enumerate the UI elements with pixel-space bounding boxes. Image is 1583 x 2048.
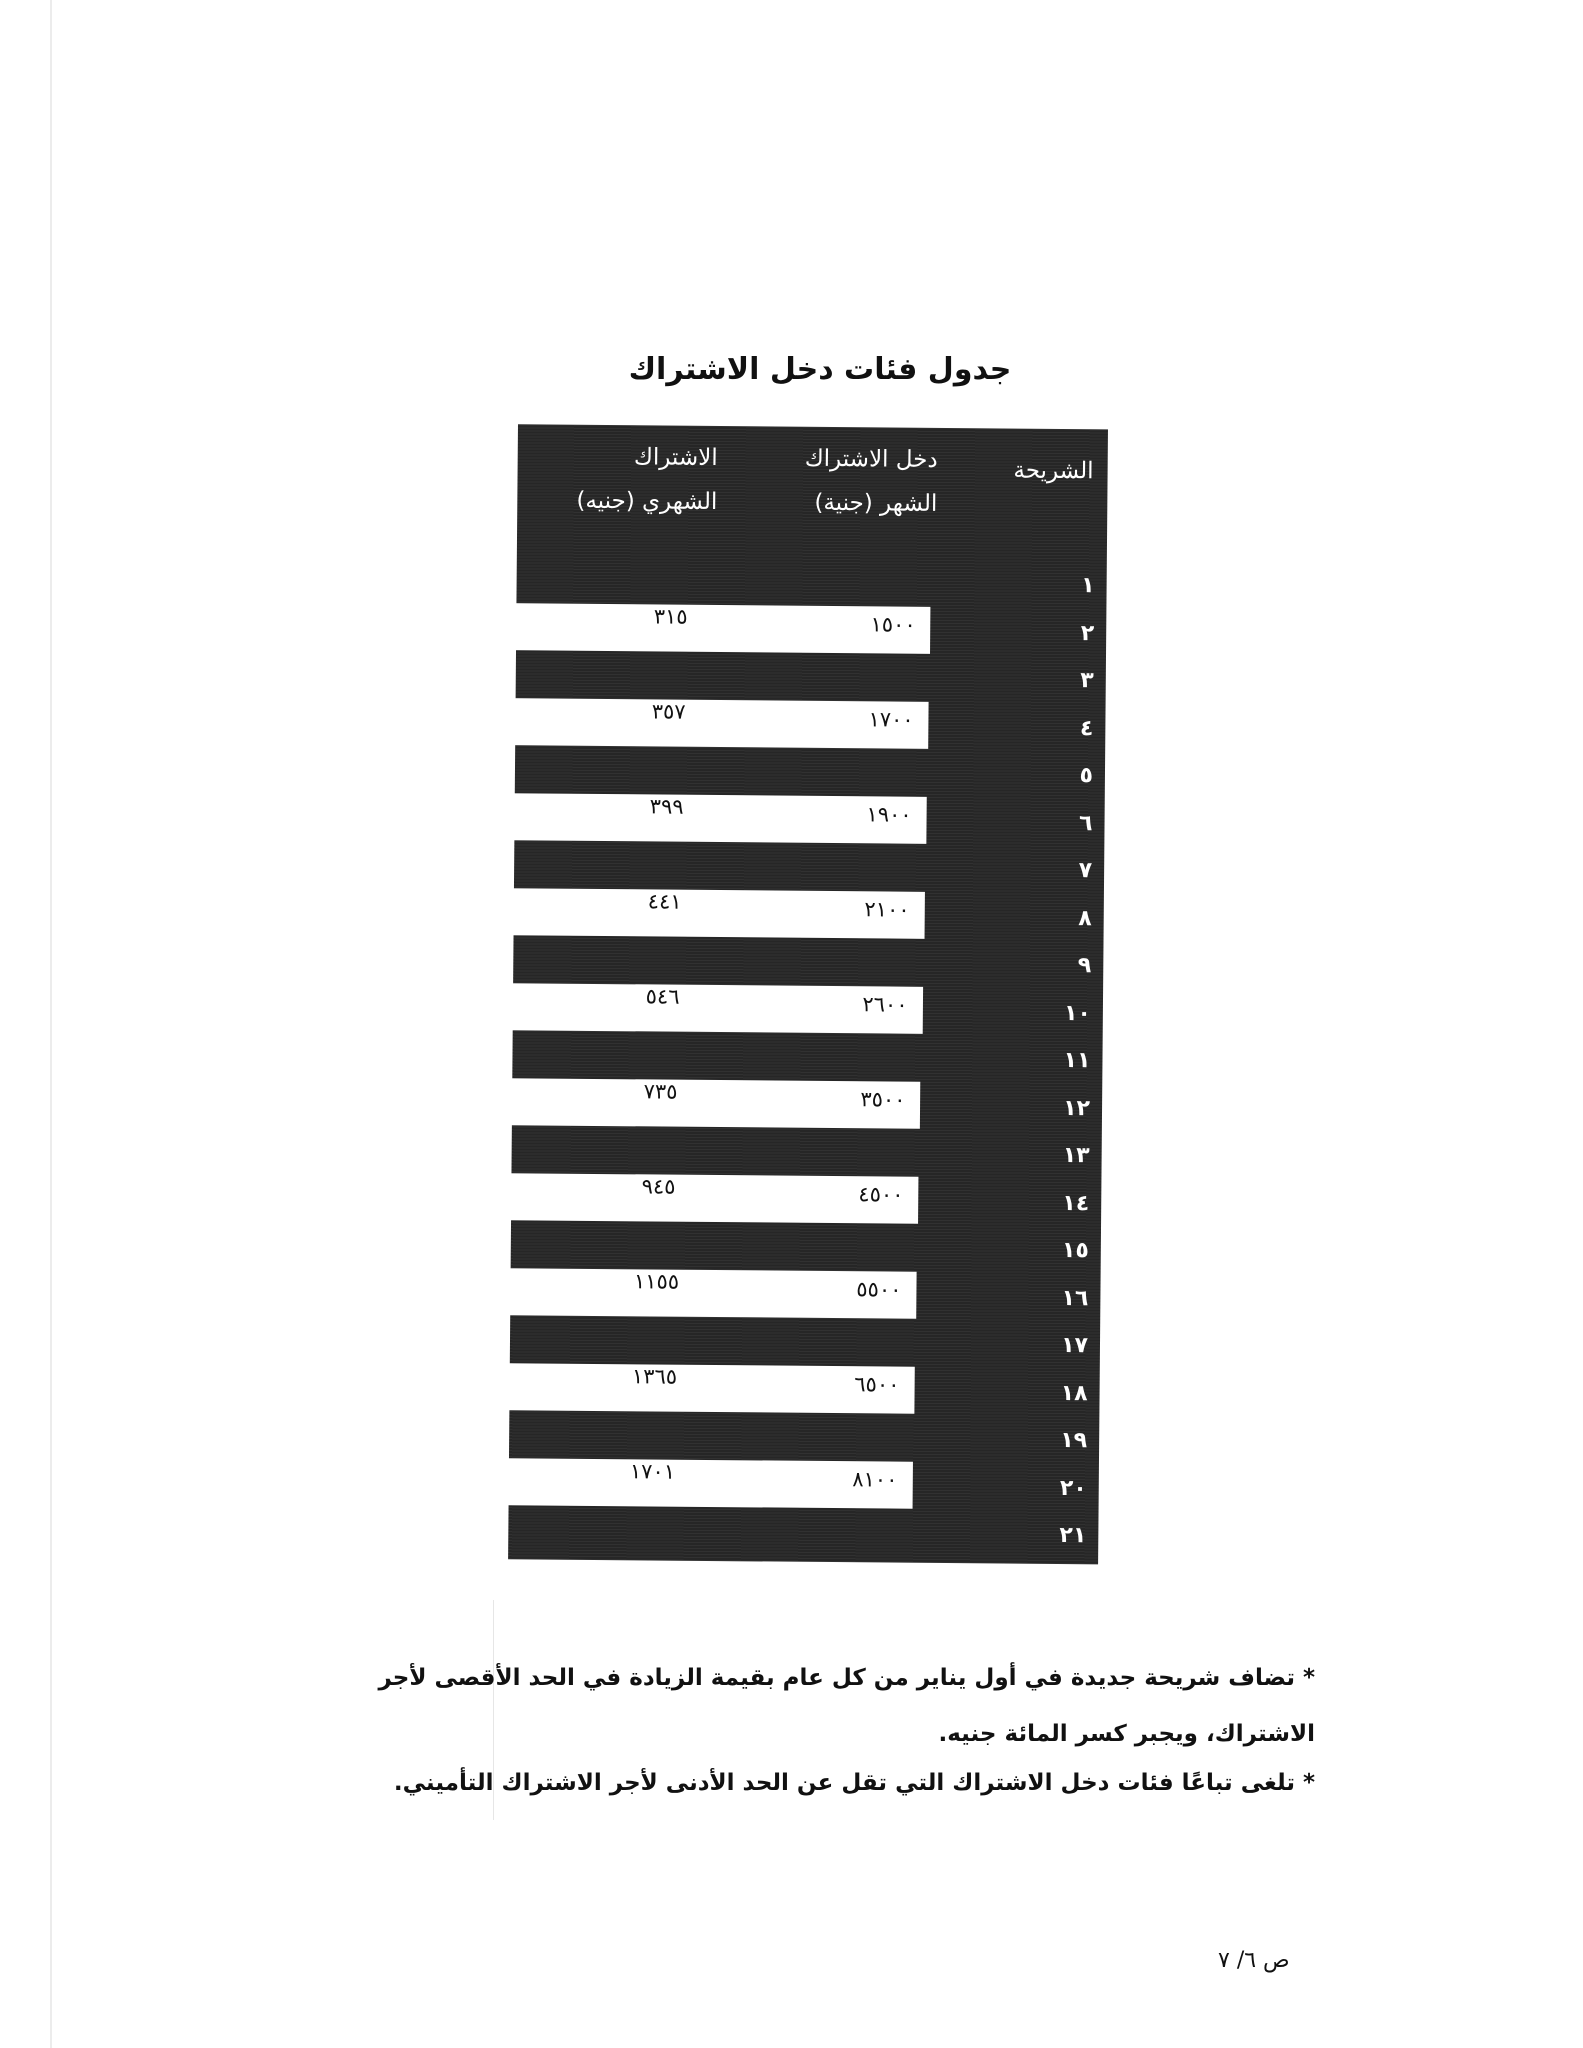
row-highlight bbox=[467, 982, 922, 1033]
table-row bbox=[484, 793, 1104, 843]
band-number: ٢٠ bbox=[1059, 1475, 1087, 1501]
scan-edge-line bbox=[50, 0, 52, 2048]
income-value: ٣٥٠٠ bbox=[860, 1086, 906, 1112]
income-value: ٨١٠٠ bbox=[852, 1466, 898, 1492]
header-subscription-line1: الاشتراك bbox=[633, 444, 718, 472]
table-row bbox=[484, 888, 1104, 938]
table-row bbox=[485, 751, 1105, 796]
band-number: ١٤ bbox=[1062, 1190, 1090, 1216]
subscription-value: ٤٤١ bbox=[647, 888, 682, 914]
table-row bbox=[479, 1363, 1099, 1413]
page-number: ص ٦/ ٧ bbox=[1218, 1948, 1290, 1973]
row-highlight bbox=[459, 1362, 914, 1413]
income-value: ١٩٠٠ bbox=[866, 801, 912, 827]
income-value: ٦٥٠٠ bbox=[854, 1371, 900, 1397]
band-number: ٣ bbox=[1080, 668, 1094, 694]
header-income-line1: دخل الاشتراك bbox=[804, 445, 938, 473]
income-value: ٤٥٠٠ bbox=[858, 1181, 904, 1207]
subscription-value: ١١٥٥ bbox=[633, 1268, 680, 1294]
header-income bbox=[737, 436, 938, 526]
band-number: ٧ bbox=[1078, 858, 1093, 884]
table-row bbox=[483, 983, 1103, 1033]
band-number: ٤ bbox=[1079, 715, 1094, 741]
table-row bbox=[486, 656, 1106, 701]
subscription-value: ١٧٠١ bbox=[629, 1458, 676, 1484]
table-row bbox=[486, 603, 1106, 653]
income-value: ٢١٠٠ bbox=[864, 896, 910, 922]
subscription-value: ٥٤٦ bbox=[645, 983, 680, 1009]
band-number: ٢١ bbox=[1059, 1523, 1087, 1549]
row-highlight bbox=[471, 792, 926, 843]
subscription-value: ٣١٥ bbox=[653, 603, 688, 629]
row-highlight bbox=[473, 697, 928, 748]
band-number: ١١ bbox=[1063, 1048, 1091, 1074]
band-number: ١٠ bbox=[1063, 1000, 1091, 1026]
band-number: ٨ bbox=[1078, 905, 1092, 931]
income-value: ٢٦٠٠ bbox=[862, 991, 908, 1017]
table-row bbox=[485, 698, 1105, 748]
table-row bbox=[484, 846, 1104, 891]
subscription-value: ٧٣٥ bbox=[643, 1078, 678, 1104]
subscription-income-table bbox=[478, 424, 1108, 1564]
subscription-value: ١٣٦٥ bbox=[631, 1363, 678, 1389]
band-number: ٩ bbox=[1077, 953, 1092, 979]
page-title: جدول فئات دخل الاشتراك bbox=[628, 352, 1012, 387]
row-highlight bbox=[463, 1172, 918, 1223]
band-number: ١٩ bbox=[1060, 1428, 1088, 1454]
table-row bbox=[481, 1226, 1101, 1271]
income-value: ١٧٠٠ bbox=[868, 706, 914, 732]
footnote-2: * تلغى تباعًا فئات دخل الاشتراك التي تقل عن الحد الأدنى لأجر الاشتراك التأميني. bbox=[393, 1770, 1315, 1796]
table-row bbox=[486, 561, 1106, 606]
row-highlight bbox=[469, 887, 924, 938]
table-row bbox=[480, 1268, 1100, 1318]
band-number: ١٧ bbox=[1061, 1333, 1089, 1359]
table-row bbox=[479, 1458, 1099, 1508]
band-number: ١٦ bbox=[1061, 1285, 1089, 1311]
table-row bbox=[480, 1321, 1100, 1366]
table-row bbox=[479, 1416, 1099, 1461]
header-subscription bbox=[517, 434, 718, 524]
row-highlight bbox=[475, 602, 930, 653]
footnote-1: * تضاف شريحة جديدة في أول يناير من كل عام بقيمة الزيادة في الحد الأقصى لأجر الاشتراك، ويجبر كسر المائة جنيه. bbox=[378, 1665, 1315, 1747]
band-number: ١٨ bbox=[1060, 1380, 1088, 1406]
table-row bbox=[481, 1131, 1101, 1176]
table-row bbox=[478, 1511, 1098, 1556]
band-number: ٢ bbox=[1080, 620, 1095, 646]
subscription-value: ٩٤٥ bbox=[641, 1173, 676, 1199]
band-number: ١٣ bbox=[1062, 1143, 1090, 1169]
row-highlight bbox=[457, 1457, 912, 1508]
band-number: ٥ bbox=[1079, 763, 1094, 789]
table-row bbox=[482, 1078, 1102, 1128]
subscription-value: ٣٩٩ bbox=[649, 793, 684, 819]
row-highlight bbox=[465, 1077, 920, 1128]
header-income-line2: الشهر (جنية) bbox=[814, 489, 938, 517]
row-highlight bbox=[461, 1267, 916, 1318]
table-row bbox=[482, 1036, 1102, 1081]
header-subscription-line2: الشهري (جنيه) bbox=[576, 487, 718, 516]
band-number: ١٥ bbox=[1061, 1238, 1089, 1264]
band-number: ١ bbox=[1081, 573, 1095, 599]
band-number: ١٢ bbox=[1063, 1095, 1091, 1121]
subscription-value: ٣٥٧ bbox=[651, 698, 686, 724]
table-row bbox=[483, 941, 1103, 986]
income-value: ٥٥٠٠ bbox=[856, 1276, 902, 1302]
income-value: ١٥٠٠ bbox=[870, 611, 916, 637]
table-row bbox=[481, 1173, 1101, 1223]
header-band: الشريحة bbox=[1013, 457, 1094, 485]
band-number: ٦ bbox=[1078, 810, 1093, 836]
